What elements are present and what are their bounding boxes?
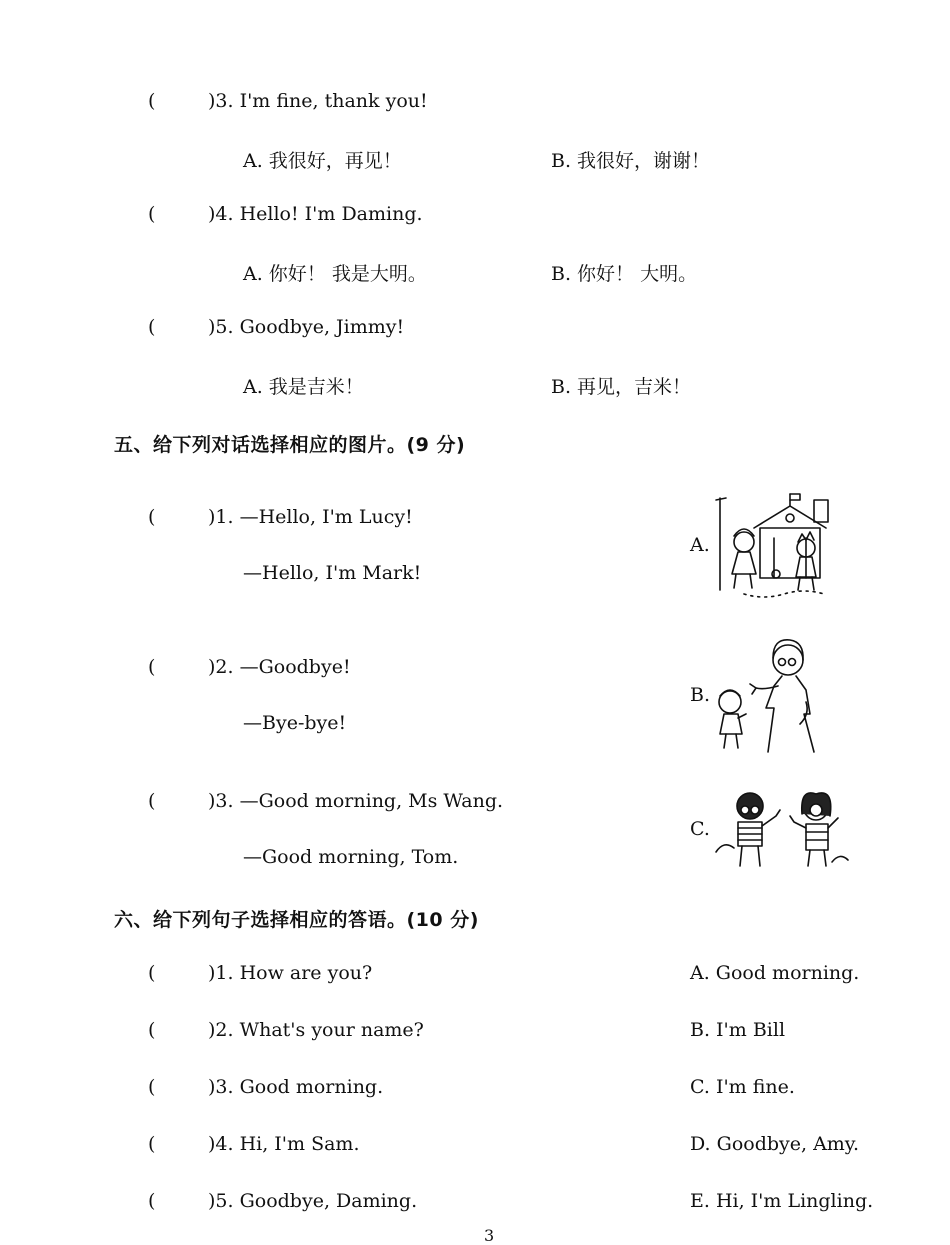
dialogue-line: —Good morning, Tom.: [243, 846, 459, 868]
answer-option: B. I'm Bill: [690, 1019, 786, 1041]
question-stem: )4. Hello! I'm Daming.: [208, 203, 423, 225]
answer-paren: (: [148, 1133, 156, 1155]
option-b: B. 再见，吉米！: [551, 376, 692, 398]
dialogue-line: )1. —Hello, I'm Lucy!: [208, 506, 413, 528]
option-a: A. 我很好，再见！: [243, 150, 402, 172]
answer-paren: (: [148, 90, 156, 112]
question-stem: )4. Hi, I'm Sam.: [208, 1133, 360, 1155]
answer-paren: (: [148, 1190, 156, 1212]
option-b: B. 你好！ 大明。: [551, 263, 698, 285]
dialogue-line: —Hello, I'm Mark!: [243, 562, 422, 584]
answer-paren: (: [148, 790, 156, 812]
school-children-picture: [714, 492, 834, 600]
question-stem: )3. Good morning.: [208, 1076, 384, 1098]
two-children-waving-picture: [712, 788, 852, 870]
dialogue-line: —Bye-bye!: [243, 712, 347, 734]
picture-label: B.: [690, 684, 711, 706]
option-a: A. 你好！ 我是大明。: [243, 263, 427, 285]
page-number: 3: [484, 1226, 495, 1245]
question-stem: )2. What's your name?: [208, 1019, 424, 1041]
answer-paren: (: [148, 203, 156, 225]
answer-paren: (: [148, 962, 156, 984]
question-stem: )3. I'm fine, thank you!: [208, 90, 428, 112]
teacher-boy-picture: [712, 636, 832, 754]
answer-paren: (: [148, 656, 156, 678]
picture-label: A.: [690, 534, 710, 556]
option-a: A. 我是吉米！: [243, 376, 364, 398]
question-stem: )5. Goodbye, Daming.: [208, 1190, 418, 1212]
question-stem: )1. How are you?: [208, 962, 373, 984]
answer-option: E. Hi, I'm Lingling.: [690, 1190, 874, 1212]
answer-option: D. Goodbye, Amy.: [690, 1133, 860, 1155]
answer-option: C. I'm fine.: [690, 1076, 795, 1098]
section5-heading: 五、给下列对话选择相应的图片。(9 分): [114, 434, 466, 456]
picture-label: C.: [690, 818, 710, 840]
section6-heading: 六、给下列句子选择相应的答语。(10 分): [114, 909, 479, 931]
option-b: B. 我很好，谢谢！: [551, 150, 711, 172]
dialogue-line: )2. —Goodbye!: [208, 656, 351, 678]
answer-paren: (: [148, 506, 156, 528]
dialogue-line: )3. —Good morning, Ms Wang.: [208, 790, 504, 812]
answer-paren: (: [148, 316, 156, 338]
question-stem: )5. Goodbye, Jimmy!: [208, 316, 405, 338]
answer-paren: (: [148, 1019, 156, 1041]
answer-option: A. Good morning.: [690, 962, 860, 984]
answer-paren: (: [148, 1076, 156, 1098]
